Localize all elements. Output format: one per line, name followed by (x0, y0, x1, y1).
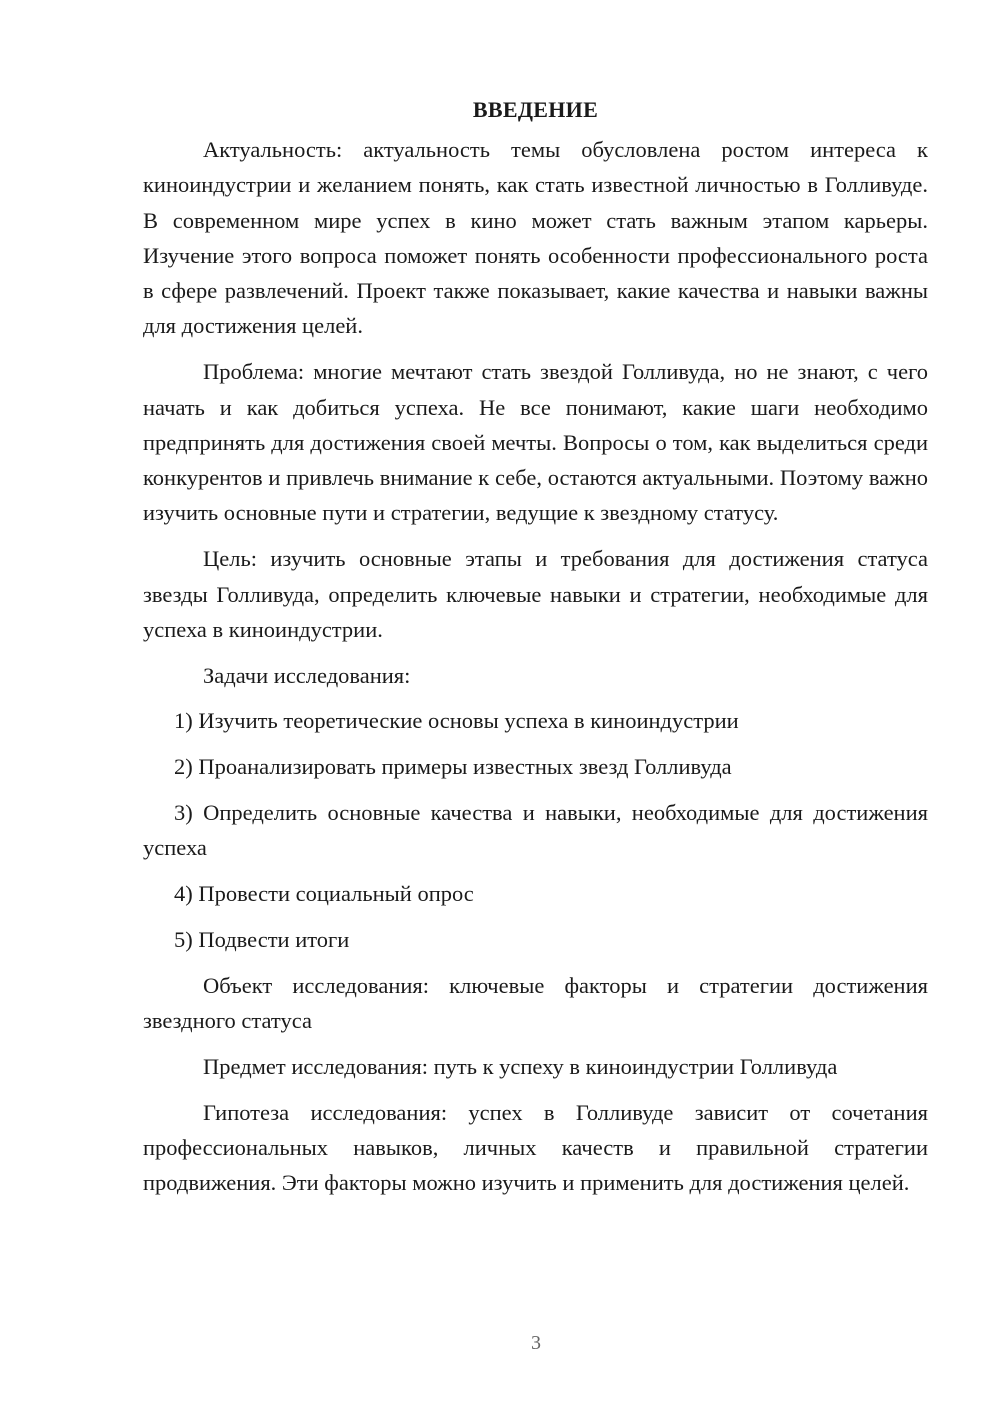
subject-paragraph: Предмет исследования: путь к успеху в киноиндустрии Голливуда (203, 1053, 838, 1079)
task-item: 5) Подвести итоги (174, 926, 350, 952)
relevance-paragraph: Актуальность: актуальность темы обусловлена ростом интереса к киноиндустрии и желанием понять, как стать известной личностью в Голливуде. В современном мире успех в кино может стать важным этапом карьеры. Изучение этого вопроса поможет понять особенности профессионального роста в сфере развлечений. Проект также показывает, какие качества и навыки важны для достижения целей. (143, 137, 928, 339)
section-title: ВВЕДЕНИЕ (472, 97, 599, 122)
hypothesis-paragraph: Гипотеза исследования: успех в Голливуде зависит от сочетания профессиональных навыков, личных качеств и правильной стратегии продвижения. Эти факторы можно изучить и применить для достижения целей. (143, 1099, 928, 1196)
goal-paragraph: Цель: изучить основные этапы и требования для достижения статуса звезды Голливуда, определить ключевые навыки и стратегии, необходимые для успеха в киноиндустрии. (143, 546, 928, 642)
task-item: 3) Определить основные качества и навыки, необходимые для достижения успеха (143, 800, 928, 861)
object-paragraph: Объект исследования: ключевые факторы и стратегии достижения звездного статуса (143, 972, 928, 1034)
task-item: 2) Проанализировать примеры известных звезд Голливуда (174, 754, 732, 780)
task-item: 4) Провести социальный опрос (174, 881, 474, 907)
page-number: 3 (531, 1332, 541, 1354)
task-item: 1) Изучить теоретические основы успеха в киноиндустрии (174, 708, 739, 734)
document-body (143, 92, 928, 1211)
problem-paragraph: Проблема: многие мечтают стать звездой Голливуда, но не знают, с чего начать и как добиться успеха. Не все понимают, какие шаги необходимо предпринять для достижения своей мечты. Вопросы о том, как выделиться среди конкурентов и привлечь внимание к себе, остаются актуальными. Поэтому важно изучить основные пути и стратегии, ведущие к звездному статусу. (143, 359, 928, 526)
tasks-heading: Задачи исследования: (203, 662, 411, 688)
